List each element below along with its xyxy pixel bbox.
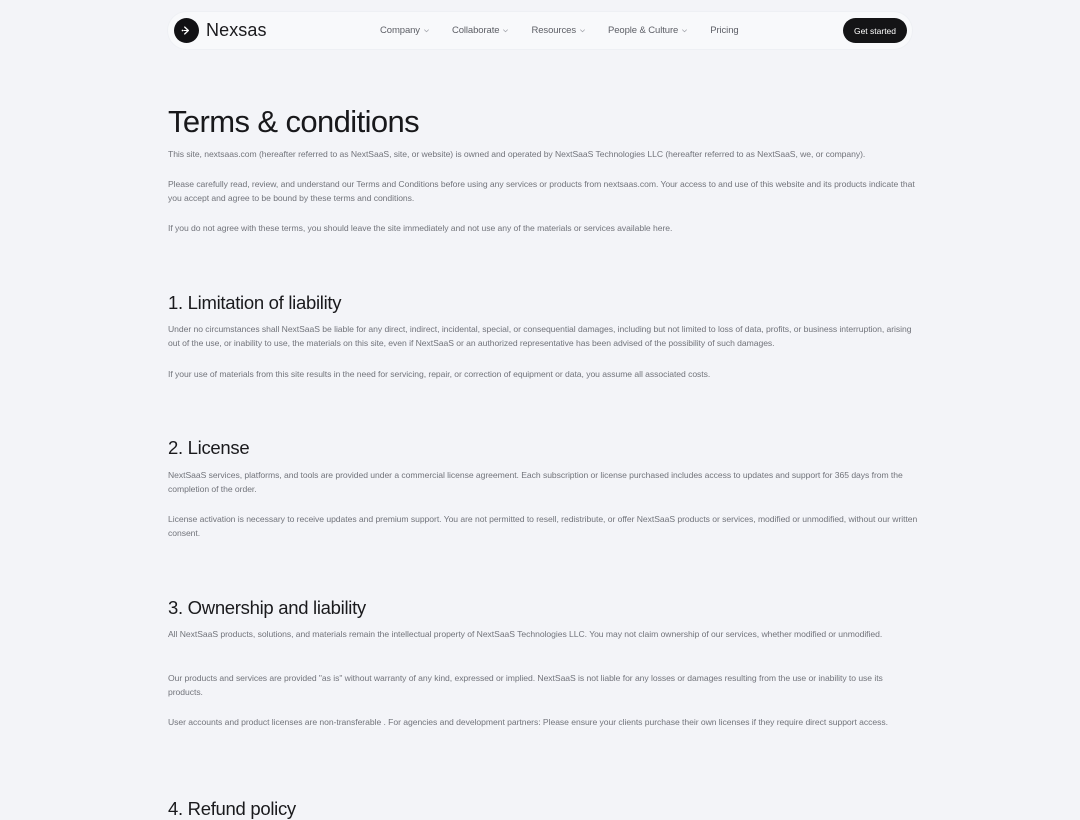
section-paragraph: NextSaaS services, platforms, and tools are provided under a commercial license agreement. Each subscription or license purchased includes access to updates and support for 365 days from the completion of the order. — [168, 470, 903, 494]
section-paragraph: Our products and services are provided "as is" without warranty of any kind, expressed or implied. NextSaaS is not liable for any losses or damages resulting from the use or inability to use its products. — [168, 673, 883, 697]
menu-item-label: People & Culture — [607, 25, 679, 36]
section-paragraph: Under no circumstances shall NextSaaS be liable for any direct, indirect, incidental, special, or consequential damages, including but not limited to loss of data, profits, or business interruption, arising out of the use, or inability to use, the materials on this site, even if NextSaaS or an authorized representative has been advised of the possibility of such damages. — [168, 324, 912, 348]
chevron-down-icon — [423, 27, 430, 34]
intro-paragraph: This site, nextsaas.com (hereafter referred to as NextSaaS, site, or website) is owned and operated by NextSaaS Technologies LLC (hereafter referred to as NextSaaS, we, or company). — [168, 149, 866, 159]
page-title: Terms & conditions — [168, 104, 420, 139]
menu-item-label: Collaborate — [451, 25, 500, 36]
section-heading-ownership: 3. Ownership and liability — [168, 597, 366, 618]
arrow-right-logo-icon — [174, 18, 199, 43]
menu-item-company[interactable] — [380, 25, 430, 36]
menu-item-label: Pricing — [710, 25, 739, 36]
site-header — [168, 12, 912, 49]
logo-link[interactable] — [174, 18, 267, 43]
menu-item-collaborate[interactable] — [452, 25, 510, 36]
intro-paragraph: If you do not agree with these terms, you should leave the site immediately and not use any of the materials or services available here. — [168, 223, 673, 233]
main-menu — [380, 12, 761, 49]
section-heading-limitation: 1. Limitation of liability — [168, 292, 342, 313]
menu-item-resources[interactable] — [531, 25, 586, 36]
menu-item-label: Company — [380, 25, 420, 36]
chevron-down-icon — [579, 27, 586, 34]
section-paragraph: If your use of materials from this site results in the need for servicing, repair, or correction of equipment or data, you assume all associated costs. — [168, 369, 711, 379]
get-started-button[interactable]: Get started — [843, 18, 907, 43]
section-paragraph: All NextSaaS products, solutions, and materials remain the intellectual property of NextSaaS Technologies LLC. You may not claim ownership of our services, whether modified or unmodified. — [168, 629, 883, 639]
section-paragraph: License activation is necessary to receive updates and premium support. You are not permitted to resell, redistribute, or offer NextSaaS products or services, modified or unmodified, without our written consent. — [168, 514, 918, 538]
intro-paragraph: Please carefully read, review, and understand our Terms and Conditions before using any services or products from nextsaas.com. Your access to and use of this website and its products indicate that you accept and agree to be bound by these terms and conditions. — [168, 179, 915, 203]
menu-item-label: Resources — [531, 25, 576, 36]
brand-name: Nexsas — [206, 20, 267, 40]
chevron-down-icon — [502, 27, 509, 34]
menu-item-people-culture[interactable] — [608, 25, 688, 36]
section-heading-refund: 4. Refund policy — [168, 798, 296, 819]
section-heading-license: 2. License — [168, 437, 250, 458]
chevron-down-icon — [681, 27, 688, 34]
section-paragraph: User accounts and product licenses are non-transferable . For agencies and development partners: Please ensure your clients purchase their own licenses if they require direct support access. — [168, 717, 888, 727]
menu-item-pricing[interactable] — [710, 25, 738, 36]
